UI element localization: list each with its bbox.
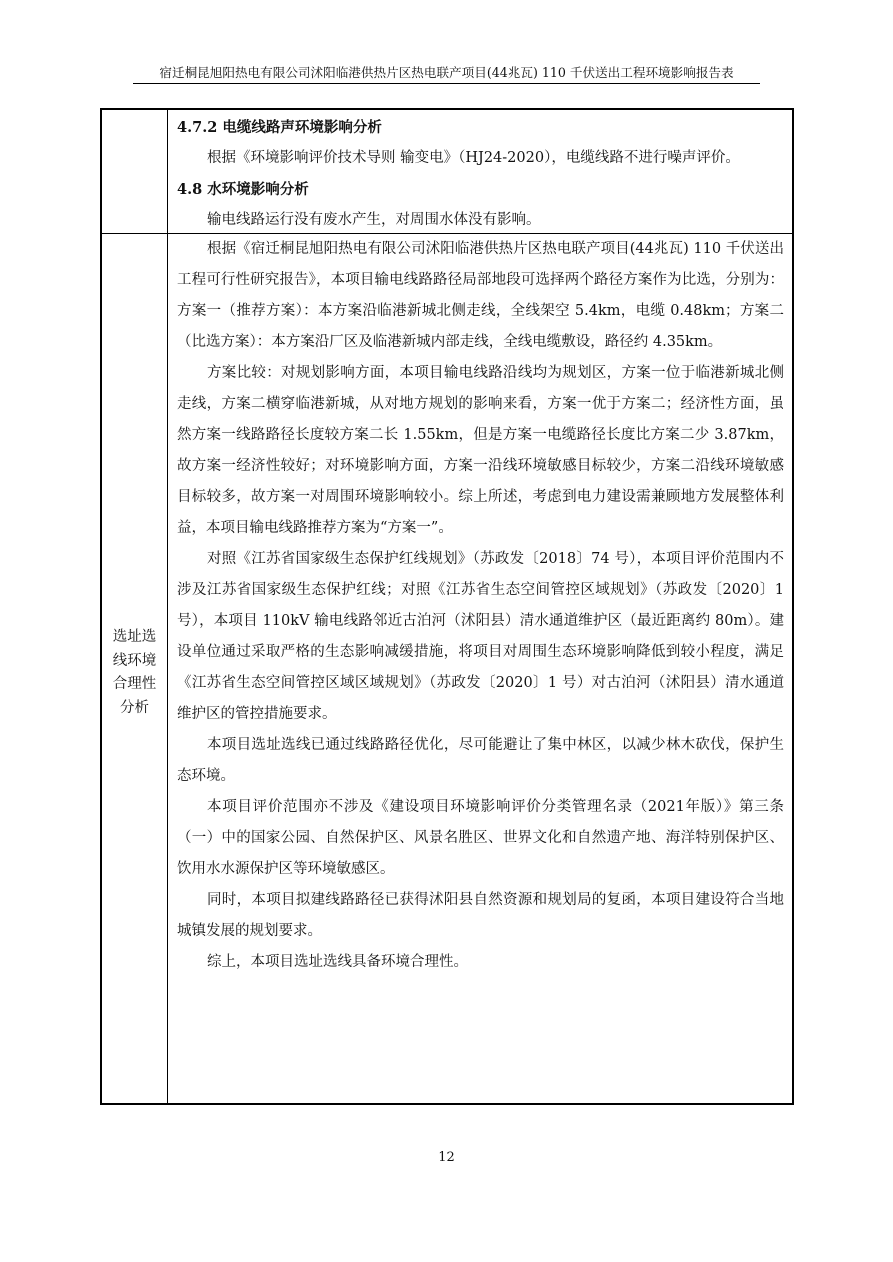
paragraph: 本项目评价范围亦不涉及《建设项目环境影响评价分类管理名录（2021年版）》第三条（一）中的国家公园、自然保护区、风景名胜区、世界文化和自然遗产地、海洋特别保护区、饮用水水源保护区等环境敏感区。 xyxy=(177,799,784,877)
section-text-4-7-2: 根据《环境影响评价技术导则 输变电》（HJ24-2020），电缆线路不进行噪声评价。 xyxy=(207,150,740,166)
section-heading-4-8: 4.8 水环境影响分析 xyxy=(177,181,309,198)
row-label-line: 分析 xyxy=(120,699,149,716)
paragraph: 方案比较：对规划影响方面，本项目输电线路沿线均为规划区，方案一位于临港新城北侧走线，方案二横穿临港新城，从对地方规划的影响来看，方案一优于方案二；经济性方面，虽然方案一线路路径长度较方案二长 1.55km，但是方案一电缆路径长度比方案二少 3.87km，故方案一经济性较好；对环境影响方面，方案一沿线环境敏感目标较少，方案二沿线环境敏感目标较多，故方案一对周围环境影响较小。综上所述，考虑到电力建设需兼顾地方发展整体利益，本项目输电线路推荐方案为“方案一”。 xyxy=(177,365,784,536)
paragraph: 根据《宿迁桐昆旭阳热电有限公司沭阳临港供热片区热电联产项目(44兆瓦) 110 千伏送出工程可行性研究报告》，本项目输电线路路径局部地段可选择两个路径方案作为比选，分别为：方案一（推荐方案）：本方案沿临港新城北侧走线，全线架空 5.4km，电缆 0.48km；方案二（比选方案）：本方案沿厂区及临港新城内部走线，全线电缆敷设，路径约 4.35km。 xyxy=(177,241,784,350)
column-divider xyxy=(167,110,168,1103)
lower-cell xyxy=(177,234,784,978)
row-label xyxy=(102,626,167,720)
row-label-line: 合理性 xyxy=(112,676,157,692)
paragraph: 同时，本项目拟建线路路径已获得沭阳县自然资源和规划局的复函，本项目建设符合当地城镇发展的规划要求。 xyxy=(177,892,784,939)
page-number: 12 xyxy=(438,1150,455,1165)
upper-cell xyxy=(177,112,784,236)
row-label-line: 选址选 xyxy=(112,629,157,645)
paragraph: 本项目选址选线已通过线路路径优化，尽可能避让了集中林区，以减少林木砍伐，保护生态环境。 xyxy=(177,737,784,784)
section-heading-4-7-2: 4.7.2 电缆线路声环境影响分析 xyxy=(177,119,382,136)
content-table xyxy=(100,108,794,1105)
section-text-4-8: 输电线路运行没有废水产生，对周围水体没有影响。 xyxy=(207,212,541,228)
row-label-line: 线环境 xyxy=(112,652,157,669)
paragraph: 对照《江苏省国家级生态保护红线规划》（苏政发〔2018〕74 号），本项目评价范围内不涉及江苏省国家级生态保护红线；对照《江苏省生态空间管控区域规划》（苏政发〔2020〕1 号），本项目 110kV 输电线路邻近古泊河（沭阳县）清水通道维护区（最近距离约 80m）。建设单位通过采取严格的生态影响减缓措施，将项目对周围生态环境影响降低到较小程度，满足《江苏省生态空间管控区域区域规划》（苏政发〔2020〕1 号）对古泊河（沭阳县）清水通道维护区的管控措施要求。 xyxy=(177,551,784,722)
page-header: 宿迁桐昆旭阳热电有限公司沭阳临港供热片区热电联产项目(44兆瓦) 110 千伏送出工程环境影响报告表 xyxy=(133,63,760,84)
paragraph: 综上，本项目选址选线具备环境合理性。 xyxy=(207,954,468,970)
